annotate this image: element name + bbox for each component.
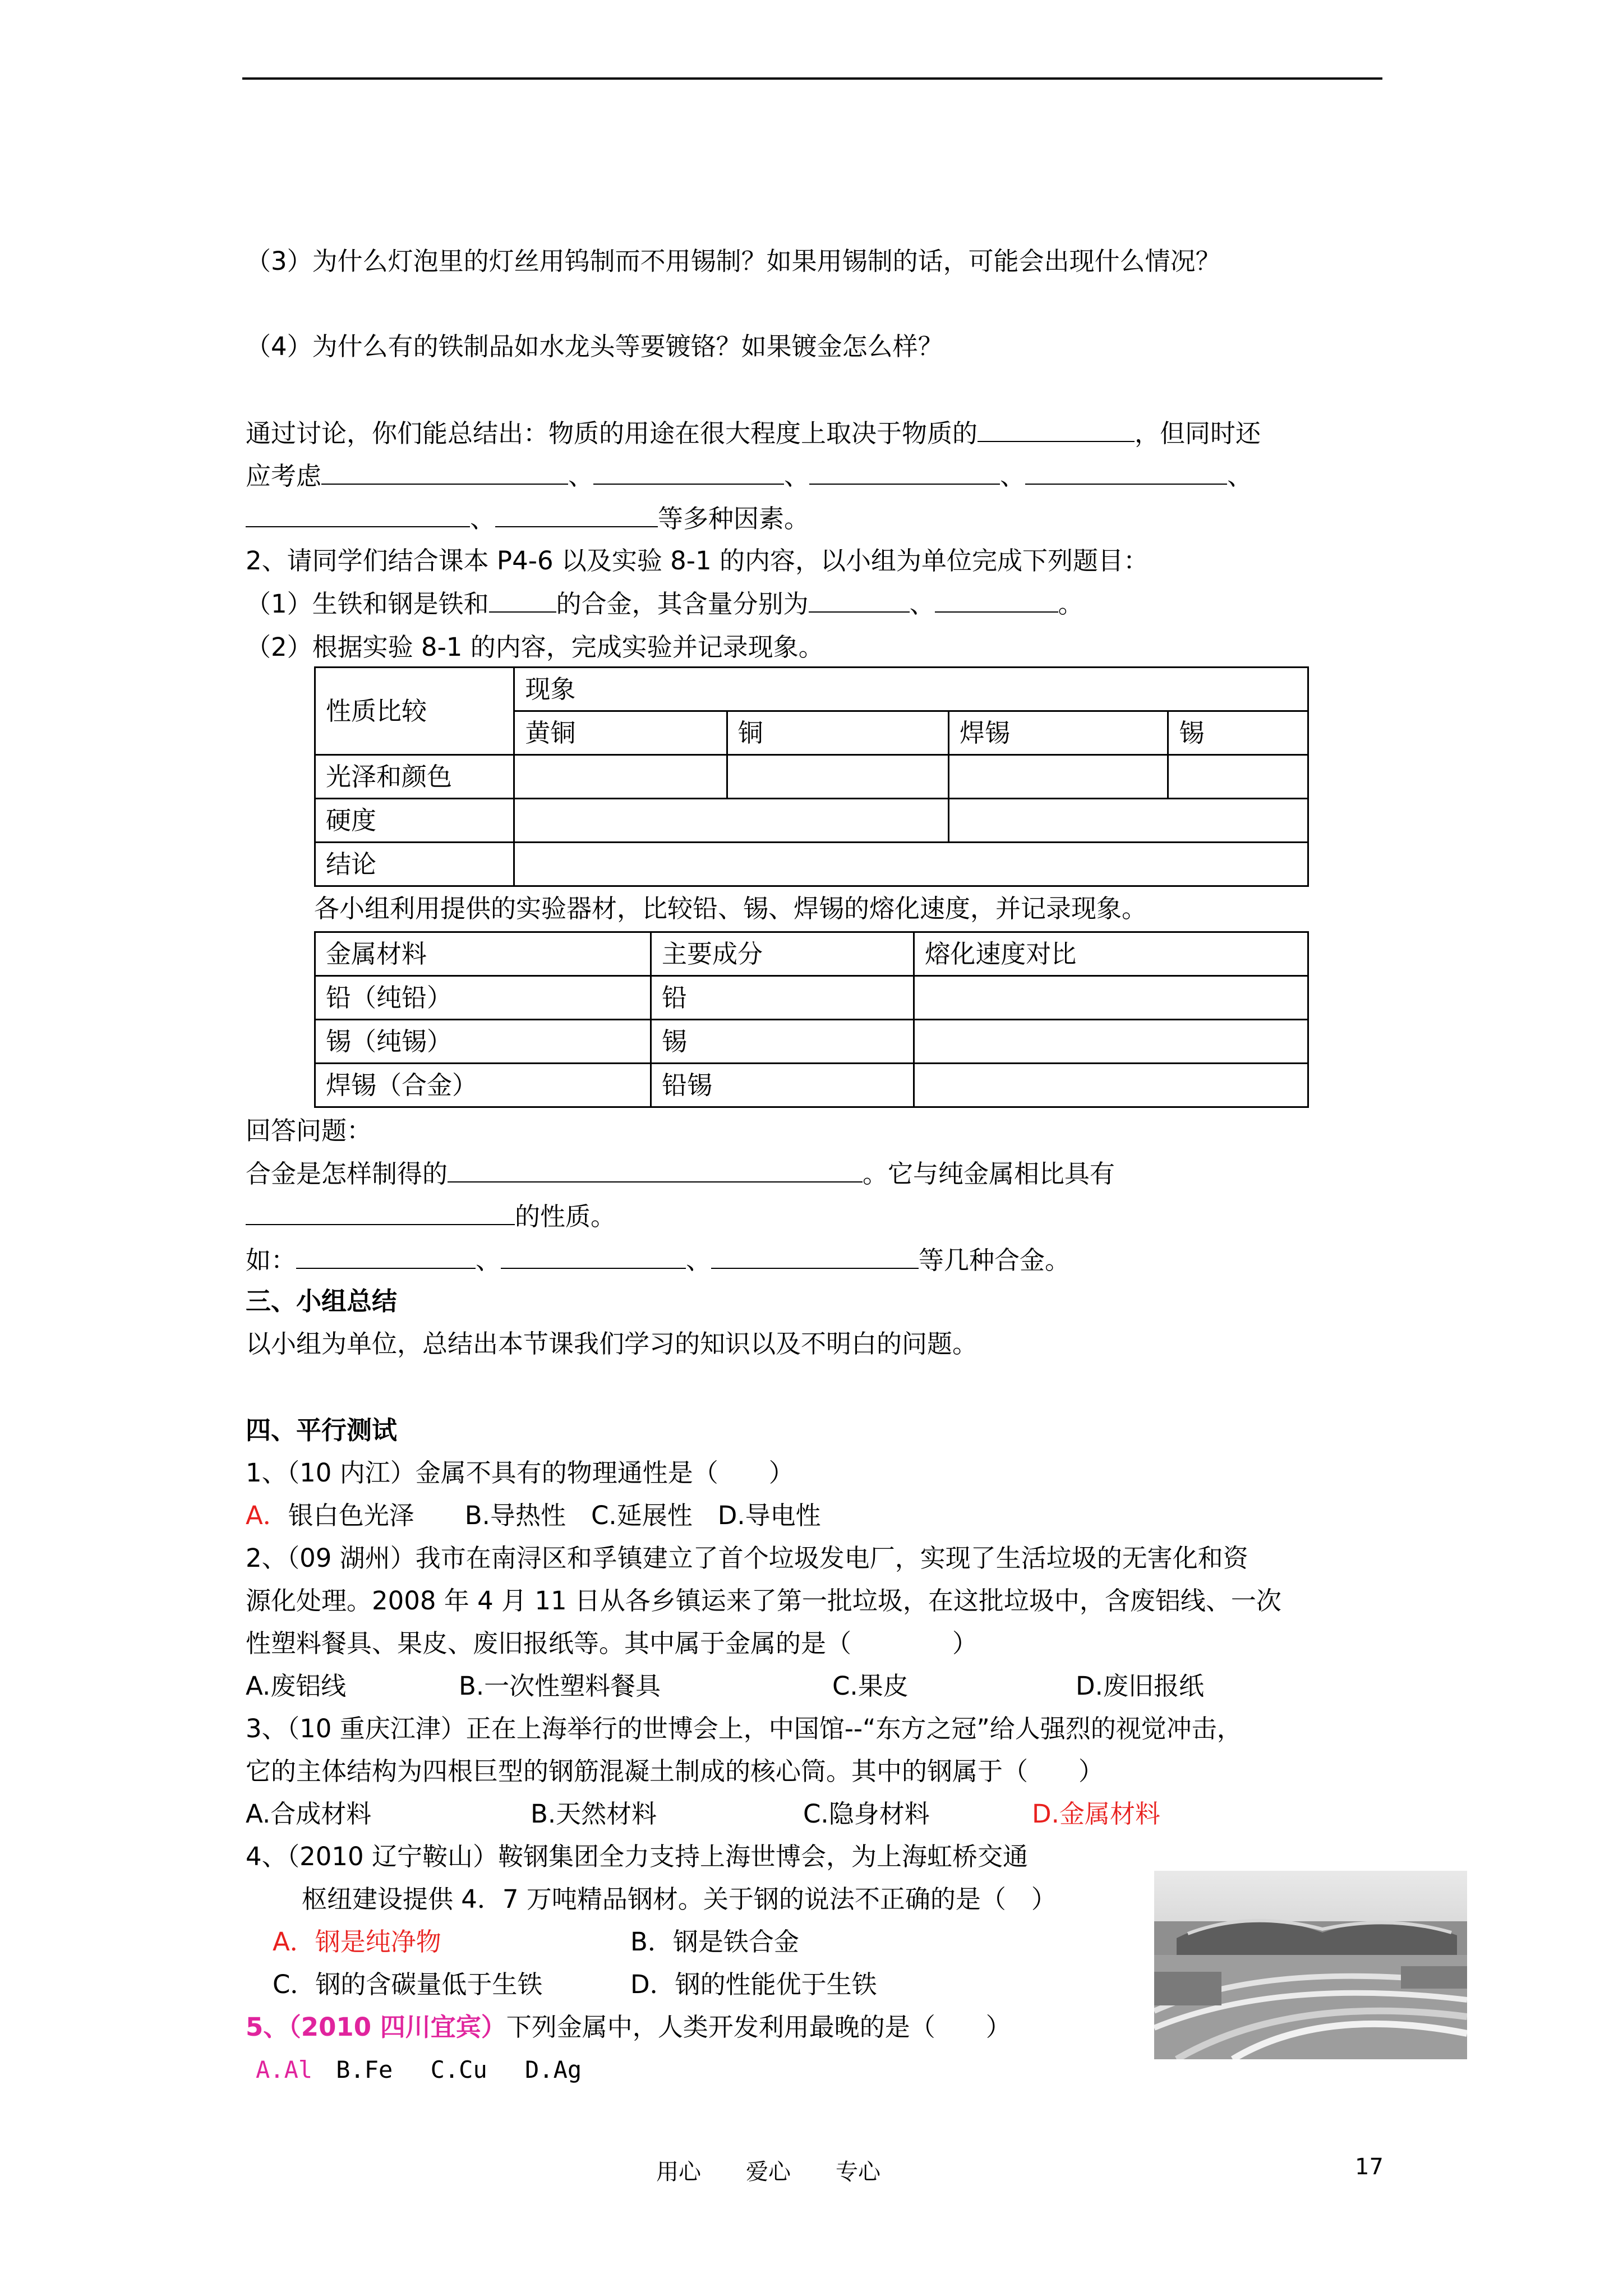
summary-line-2: 应考虑 、 、 、 、: [246, 459, 1252, 493]
test-3-line-1: 3、（10 重庆江津）正在上海举行的世博会上，中国馆--“东方之冠”给人强烈的视觉冲击，: [246, 1714, 1242, 1743]
summary-line-3: 、 等多种因素。: [246, 501, 809, 536]
table-2-intro: 各小组利用提供的实验器材，比较铅、锡、焊锡的熔化速度，并记录现象。: [314, 894, 1147, 923]
test-3-option-c: C.隐身材料: [803, 1799, 930, 1829]
footer-text: 用心 爱心 专心: [656, 2159, 880, 2185]
test-3-option-a: A.合成材料: [246, 1799, 372, 1829]
answer-line-3: 如： 、 、 等几种合金。: [246, 1243, 1070, 1277]
melting-speed-table: [314, 931, 1309, 1108]
hongqiao-hub-photo: [1154, 1871, 1467, 2059]
test-4-option-b: B．钢是铁合金: [630, 1927, 799, 1957]
blank[interactable]: [495, 501, 658, 527]
table-cell: 锡: [651, 1020, 914, 1064]
table-row-label: 铅（纯铅）: [315, 976, 651, 1020]
section-4-title: 四、平行测试: [246, 1415, 398, 1445]
blank[interactable]: [501, 1243, 686, 1269]
test-4-line-1: 4、（2010 辽宁鞍山）鞍钢集团全力支持上海世博会，为上海虹桥交通: [246, 1842, 1028, 1871]
table-cell-header: 熔化速度对比: [914, 932, 1308, 976]
table-cell[interactable]: [514, 843, 1308, 886]
blank[interactable]: [809, 587, 910, 613]
blank[interactable]: [246, 1199, 515, 1225]
section-2-q1: （1）生铁和钢是铁和 的合金，其含量分别为 、 。: [246, 587, 1083, 621]
table-cell[interactable]: [514, 799, 949, 843]
table-cell-header: 黄铜: [514, 711, 727, 755]
test-4-option-c: C．钢的含碳量低于生铁: [273, 1970, 543, 1999]
test-2-line-3: 性塑料餐具、果皮、废旧报纸等。其中属于金属的是（ ）: [246, 1628, 978, 1658]
test-1-options: A．银白色光泽 B.导热性 C.延展性 D.导电性: [246, 1501, 821, 1530]
test-3-option-b: B.天然材料: [531, 1799, 657, 1829]
test-2-option-b: B.一次性塑料餐具: [459, 1671, 661, 1701]
blank[interactable]: [296, 1243, 476, 1269]
table-row-label: 结论: [315, 843, 514, 886]
table-cell: 铅锡: [651, 1064, 914, 1107]
table-cell[interactable]: [914, 1020, 1308, 1064]
table-cell[interactable]: [1168, 755, 1308, 799]
section-3-body: 以小组为单位，总结出本节课我们学习的知识以及不明白的问题。: [246, 1329, 978, 1359]
table-cell[interactable]: [914, 1064, 1308, 1107]
test-1: 1、（10 内江）金属不具有的物理通性是（ ）: [246, 1458, 794, 1488]
test-2-option-a: A.废铝线: [246, 1671, 347, 1701]
blank[interactable]: [1025, 459, 1227, 485]
table-cell[interactable]: [949, 799, 1308, 843]
section-2-q2: （2）根据实验 8-1 的内容，完成实验并记录现象。: [246, 632, 824, 662]
answer-title: 回答问题：: [246, 1116, 372, 1145]
header-rule: [242, 77, 1382, 80]
blank[interactable]: [978, 416, 1135, 442]
table-cell-header: 焊锡: [949, 711, 1168, 755]
answer-line-2: 的性质。: [246, 1199, 616, 1234]
blank[interactable]: [593, 459, 784, 485]
table-cell-header: 金属材料: [315, 932, 651, 976]
answer-line-1: 合金是怎样制得的 。它与纯金属相比具有: [246, 1157, 1115, 1191]
question-3: （3）为什么灯泡里的灯丝用钨制而不用锡制？如果用锡制的话，可能会出现什么情况？: [246, 246, 1221, 276]
table-cell[interactable]: [949, 755, 1168, 799]
table-row-label: 锡（纯锡）: [315, 1020, 651, 1064]
table-cell[interactable]: [514, 755, 727, 799]
section-3-title: 三、小组总结: [246, 1286, 398, 1316]
test-5-options: A.Al B.Fe C.Cu D.Ag: [256, 2056, 582, 2083]
test-4-option-d: D．钢的性能优于生铁: [630, 1970, 877, 1999]
blank[interactable]: [809, 459, 1000, 485]
question-4: （4）为什么有的铁制品如水龙头等要镀铬？如果镀金怎么样？: [246, 332, 943, 361]
table-cell: 铅: [651, 976, 914, 1020]
test-4-line-2: 枢纽建设提供 4．7 万吨精品钢材。关于钢的说法不正确的是（ ）: [302, 1884, 1057, 1914]
test-2-line-1: 2、（09 湖州）我市在南浔区和孚镇建立了首个垃圾发电厂，实现了生活垃圾的无害化和资: [246, 1543, 1248, 1573]
table-cell[interactable]: [727, 755, 948, 799]
test-3-option-d: D.金属材料: [1032, 1799, 1160, 1829]
blank[interactable]: [246, 501, 470, 527]
test-3-line-2: 它的主体结构为四根巨型的钢筋混凝土制成的核心筒。其中的钢属于（ ）: [246, 1756, 1104, 1786]
blank[interactable]: [448, 1157, 863, 1182]
blank[interactable]: [711, 1243, 919, 1269]
test-2-line-2: 源化处理。2008 年 4 月 11 日从各乡镇运来了第一批垃圾，在这批垃圾中，含废铝线、一次: [246, 1586, 1281, 1616]
test-5: 5、（2010 四川宜宾）下列金属中，人类开发利用最晚的是（ ）: [246, 2012, 1011, 2042]
section-2-title: 2、请同学们结合课本 P4-6 以及实验 8-1 的内容，以小组为单位完成下列题目：: [246, 546, 1149, 576]
table-cell-header: 主要成分: [651, 932, 914, 976]
table-cell[interactable]: [914, 976, 1308, 1020]
table-row-label: 硬度: [315, 799, 514, 843]
test-4-option-a: A．钢是纯净物: [273, 1927, 441, 1957]
blank[interactable]: [321, 459, 568, 485]
table-cell-header: 现象: [514, 668, 1308, 711]
page-number: 17: [1355, 2154, 1384, 2180]
test-2-option-d: D.废旧报纸: [1076, 1671, 1204, 1701]
blank[interactable]: [489, 587, 556, 613]
table-row-label: 焊锡（合金）: [315, 1064, 651, 1107]
table-cell-header: 性质比较: [315, 668, 514, 755]
summary-line-1: 通过讨论，你们能总结出：物质的用途在很大程度上取决于物质的 ，但同时还: [246, 416, 1261, 450]
table-cell-header: 锡: [1168, 711, 1308, 755]
property-comparison-table: [314, 666, 1309, 887]
table-row-label: 光泽和颜色: [315, 755, 514, 799]
table-cell-header: 铜: [727, 711, 948, 755]
test-2-option-c: C.果皮: [832, 1671, 909, 1701]
blank[interactable]: [935, 587, 1058, 613]
